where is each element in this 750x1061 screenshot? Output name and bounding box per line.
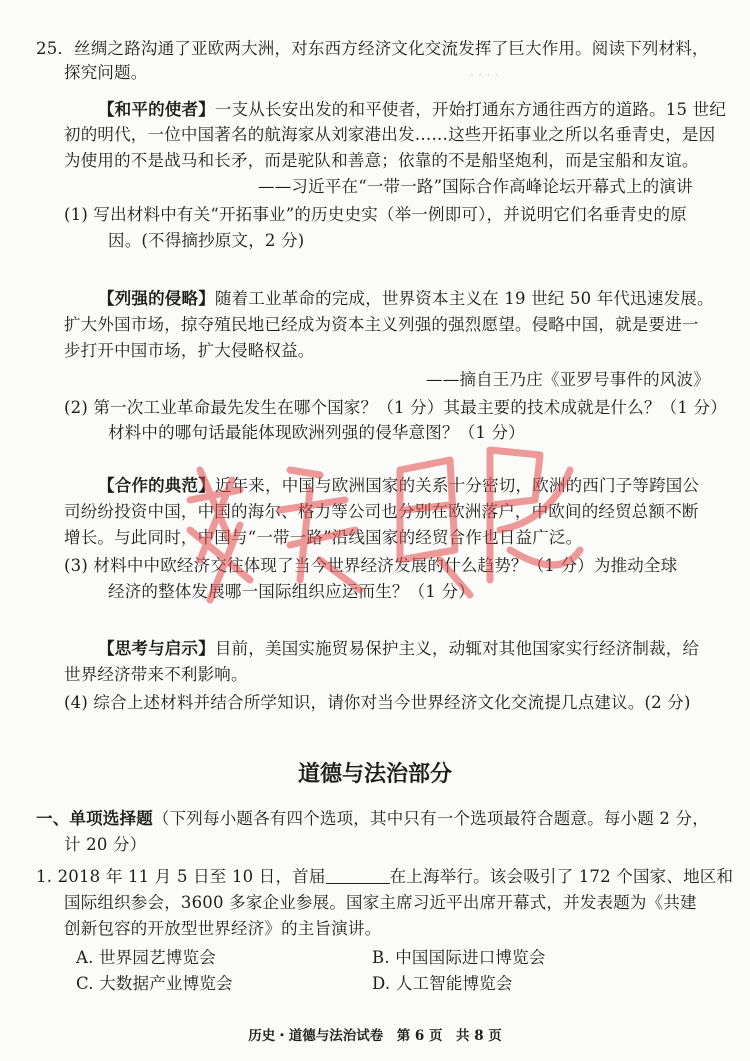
q25-sub1-line2: 因。(不得摘抄原文，2 分): [108, 231, 305, 250]
question-1-line2: 国际组织参会，3600 多家企业参展。国家主席习近平出席开幕式，并发表题为《共建: [64, 893, 697, 912]
material-2-line2: 扩大外国市场，掠夺殖民地已经成为资本主义列强的强烈愿望。侵略中国，就是要进一: [64, 315, 699, 334]
material-2-tag: 【列强的侵略】: [98, 289, 215, 308]
bleed-through-mark: · · · ·: [470, 68, 499, 83]
material-2-text: 随着工业革命的完成，世界资本主义在 19 世纪 50 年代迅速发展。: [214, 289, 714, 308]
material-2-line1: [98, 288, 714, 310]
option-c: C. 大数据产业博览会: [76, 974, 233, 993]
material-3-tag: 【合作的典范】: [98, 476, 215, 495]
material-4-line2: 世界经济带来不利影响。: [64, 665, 248, 684]
material-1-tag: 【和平的使者】: [98, 100, 215, 119]
material-4-tag: 【思考与启示】: [98, 639, 215, 658]
material-3-line3: 增长。与此同时，中国与“一带一路”沿线国家的经贸合作也日益广泛。: [64, 528, 583, 547]
q25-sub3-line1: (3) 材料中中欧经济交往体现了当今世界经济发展的什么趋势？（1 分）为推动全球: [64, 556, 678, 575]
part1-description: （下列每小题各有四个选项，其中只有一个选项最符合题意。每小题 2 分，: [152, 809, 709, 828]
q25-sub1-line1: (1) 写出材料中有关“开拓事业”的历史史实（举一例即可），并说明它们名垂青史的原: [64, 205, 687, 224]
material-3-text: 近年来，中国与欧洲国家的关系十分密切，欧洲的西门子等跨国公: [214, 476, 700, 495]
q25-sub2-line1: (2) 第一次工业革命最先发生在哪个国家？（1 分）其最主要的技术成就是什么？（1 分）: [64, 398, 727, 417]
q25-sub2-line2: 材料中的哪句话最能体现欧洲列强的侵华意图？（1 分）: [108, 423, 525, 442]
part1-heading-line2: 计 20 分）: [64, 835, 147, 854]
material-2-source: ——摘自王乃庄《亚罗号事件的风波》: [426, 370, 710, 389]
option-b: B. 中国国际进口博览会: [372, 948, 546, 967]
q25-sub3-line2: 经济的整体发展哪一国际组织应运而生？（1 分）: [108, 582, 475, 601]
material-3-line2: 司纷纷投资中国，中国的海尔、格力等公司也分别在欧洲落户，中欧间的经贸总额不断: [64, 502, 699, 521]
material-1-line3: 为使用的不是战马和长矛，而是驼队和善意；依靠的不是船坚炮利，而是宝船和友谊。: [64, 151, 699, 170]
answer-blank: [326, 867, 390, 884]
material-1-line1: [98, 99, 726, 121]
material-4-text: 目前，美国实施贸易保护主义，动辄对其他国家实行经济制裁，给: [214, 639, 700, 658]
material-1-text: 一支从长安出发的和平使者，开始打通东方通往西方的道路。15 世纪: [214, 100, 727, 119]
q25-intro-line2: 探究问题。: [64, 63, 148, 82]
q25-intro-line1: 25．丝绸之路沟通了亚欧两大洲，对东西方经济文化交流发挥了巨大作用。阅读下列材料，: [36, 39, 709, 58]
page-footer: 历史・道德与法治试卷 第 6 页 共 8 页: [248, 1028, 502, 1044]
part1-heading-line1: [36, 808, 709, 830]
material-1-line2: 初的明代，一位中国著名的航海家从刘家港出发……这些开拓事业之所以名垂青史，是因: [64, 125, 716, 144]
section-title: 道德与法治部分: [297, 762, 452, 787]
option-d: D. 人工智能博览会: [372, 974, 513, 993]
material-3-line1: [98, 475, 699, 497]
q25-sub4-line1: (4) 综合上述材料并结合所学知识，请你对当今世界经济文化交流提几点建议。(2 分): [64, 693, 691, 712]
question-1-line3: 创新包容的开放型世界经济》的主旨演讲。: [64, 919, 382, 938]
material-1-source: ——习近平在“一带一路”国际合作高峰论坛开幕式上的演讲: [258, 177, 693, 196]
material-2-line3: 步打开中国市场，扩大侵略权益。: [64, 341, 315, 360]
question-1-line1: [36, 866, 733, 888]
material-4-line1: [98, 638, 699, 660]
question-1-text-a: 1. 2018 年 11 月 5 日至 10 日，首届: [36, 867, 326, 886]
question-1-text-b: 在上海举行。该会吸引了 172 个国家、地区和: [389, 867, 734, 886]
part1-heading: 一、单项选择题: [36, 809, 153, 828]
option-a: A. 世界园艺博览会: [76, 948, 216, 967]
